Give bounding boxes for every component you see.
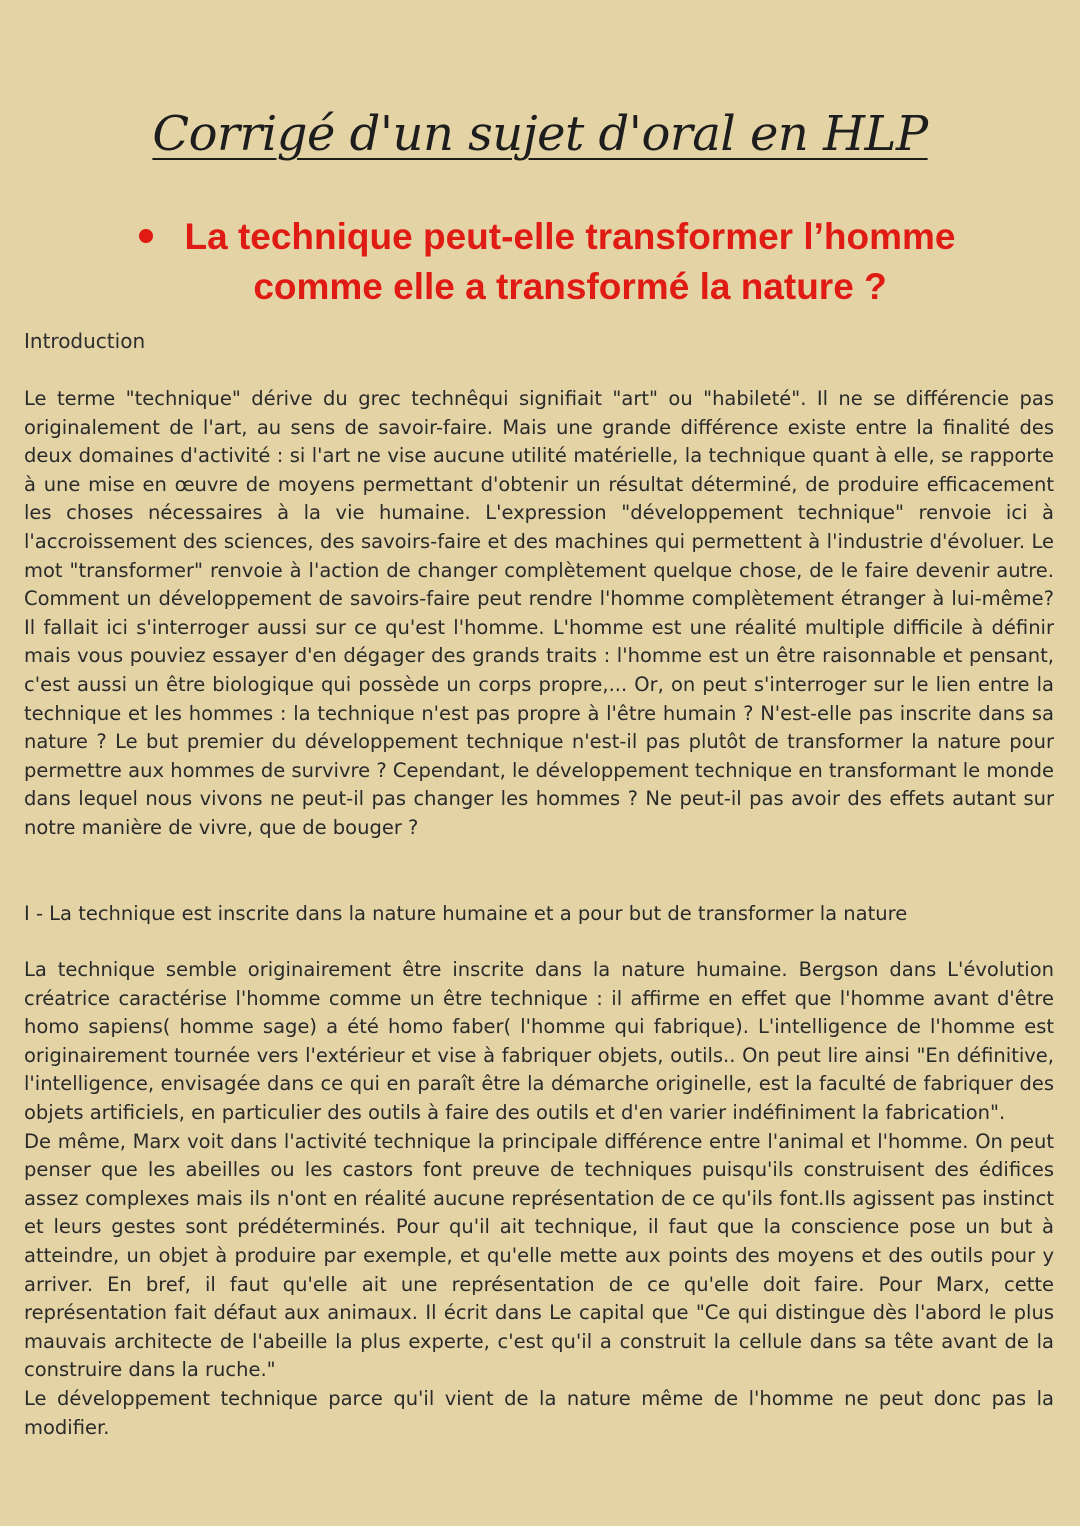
section-body	[24, 956, 1054, 1442]
question-heading: La technique peut-elle transformer l’homme comme elle a transformé la nature ?	[184, 216, 956, 307]
section-paragraph: De même, Marx voit dans l'activité technique la principale différence entre l'animal et l'homme. On peut penser que les abeilles ou les castors font preuve de techniques puisqu'ils construisent des édifices assez complexes mais ils n'ont en réalité aucune représentation de ce qu'ils font.Ils agissent pas instinct et leurs gestes sont prédéterminés. Pour qu'il ait technique, il faut que la conscience pose un but à atteindre, un objet à produire par exemple, et qu'elle mette aux points des moyens et des outils pour y arriver. En bref, il faut qu'elle ait une représentation de ce qu'elle doit faire. Pour Marx, cette représentation fait défaut aux animaux. Il écrit dans Le capital que "Ce qui distingue dès l'abord le plus mauvais architecte de l'abeille la plus experte, c'est qu'il a construit la cellule dans sa tête avant de la construire dans la ruche."	[24, 1129, 1054, 1382]
introduction-label: Introduction	[24, 329, 146, 353]
introduction-paragraph-text: Le terme "technique" dérive du grec technêqui signifiait "art" ou "habileté". Il ne se différencie pas originalement de l'art, au sens de savoir-faire. Mais une grande différence existe entre la finalité des deux domaines d'activité : si l'art ne vise aucune utilité matérielle, la technique quant à elle, se rapporte à une mise en œuvre de moyens permettant d'obtenir un résultat déterminé, de produire efficacement les choses nécessaires à la vie humaine. L'expression "développement technique" renvoie ici à l'accroissement des sciences, des savoirs-faire et des machines qui permettent à l'industrie d'évoluer. Le mot "transformer" renvoie à l'action de changer complètement quelque chose, de le faire devenir autre. Comment un développement de savoirs-faire peut rendre l'homme complètement étranger à lui-même? Il fallait ici s'interroger aussi sur ce qu'est l'homme. L'homme est une réalité multiple difficile à définir mais vous pouviez essayer d'en dégager des grands traits : l'homme est un être raisonnable et pensant, c'est aussi un être biologique qui possède un corps propre,... Or, on peut s'interroger sur le lien entre la technique et les hommes : la technique n'est pas propre à l'être humain ? N'est-elle pas inscrite dans sa nature ? Le but premier du développement technique n'est-il pas plutôt de transformer la nature pour permettre aux hommes de survivre ? Cependant, le développement technique en transformant le monde dans lequel nous vivons ne peut-il pas changer les hommes ? Ne peut-il pas avoir des effets autant sur notre manière de vivre, que de bouger ?	[24, 387, 1054, 839]
section-paragraph: La technique semble originairement être inscrite dans la nature humaine. Bergson dans L'évolution créatrice caractérise l'homme comme un être technique : il affirme en effet que l'homme avant d'être homo sapiens( homme sage) a été homo faber( l'homme qui fabrique). L'intelligence de l'homme est originairement tournée vers l'extérieur et vise à fabriquer objets, outils.. On peut lire ainsi "En définitive, l'intelligence, envisagée dans ce qui en paraît être la démarche originelle, est la faculté de fabriquer des objets artificiels, en particulier des outils à faire des outils et d'en varier indéfiniment la fabrication".	[24, 958, 1054, 1124]
section-heading: I - La technique est inscrite dans la nature humaine et a pour but de transformer la nature	[24, 902, 908, 925]
document-title-text: Corrigé d'un sujet d'oral en HLP	[152, 106, 928, 162]
section-paragraph: Le développement technique parce qu'il vient de la nature même de l'homme ne peut donc pas la modifier.	[24, 1386, 1054, 1439]
introduction-paragraph	[24, 385, 1054, 843]
document-title	[0, 106, 1080, 162]
